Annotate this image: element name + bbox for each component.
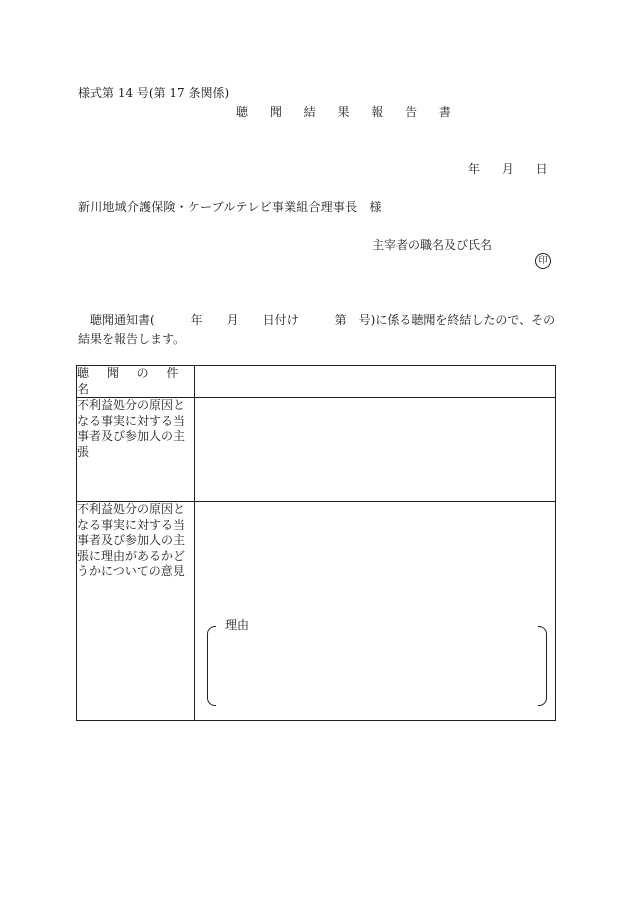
- report-table: [76, 365, 556, 721]
- table-row: [77, 366, 556, 398]
- body-line-2: 結果を報告します。: [78, 332, 186, 346]
- table-row: [77, 398, 556, 502]
- opinion-label: 不利益処分の原因となる事実に対する当事者及び参加人の主張に理由があるかどうかについての意見: [77, 502, 195, 721]
- body-line-1: 聴聞通知書( 年 月 日付け 第 号)に係る聴聞を終結したので、その: [90, 313, 556, 327]
- reason-label: 理由: [225, 618, 250, 632]
- document-title: 聴 聞 結 果 報 告 書: [236, 105, 460, 119]
- recipient: 新川地域介護保険・ケーブルテレビ事業組合理事長 様: [78, 200, 382, 214]
- claims-field[interactable]: [195, 398, 556, 502]
- form-number: 様式第 14 号(第 17 条関係): [78, 86, 230, 100]
- seal-mark-icon: 印: [535, 253, 551, 269]
- hearing-subject-label: 聴 聞 の 件 名: [77, 366, 195, 398]
- hearing-subject-field[interactable]: [195, 366, 556, 398]
- report-body: [78, 311, 556, 349]
- opinion-field[interactable]: [195, 502, 556, 721]
- table-row: [77, 502, 556, 721]
- claims-label: 不利益処分の原因となる事実に対する当事者及び参加人の主張: [77, 398, 195, 502]
- right-bracket: [538, 626, 547, 706]
- reporter-label: 主宰者の職名及び氏名: [372, 238, 493, 252]
- left-bracket: [207, 626, 216, 706]
- date-line: 年 月 日: [468, 162, 548, 176]
